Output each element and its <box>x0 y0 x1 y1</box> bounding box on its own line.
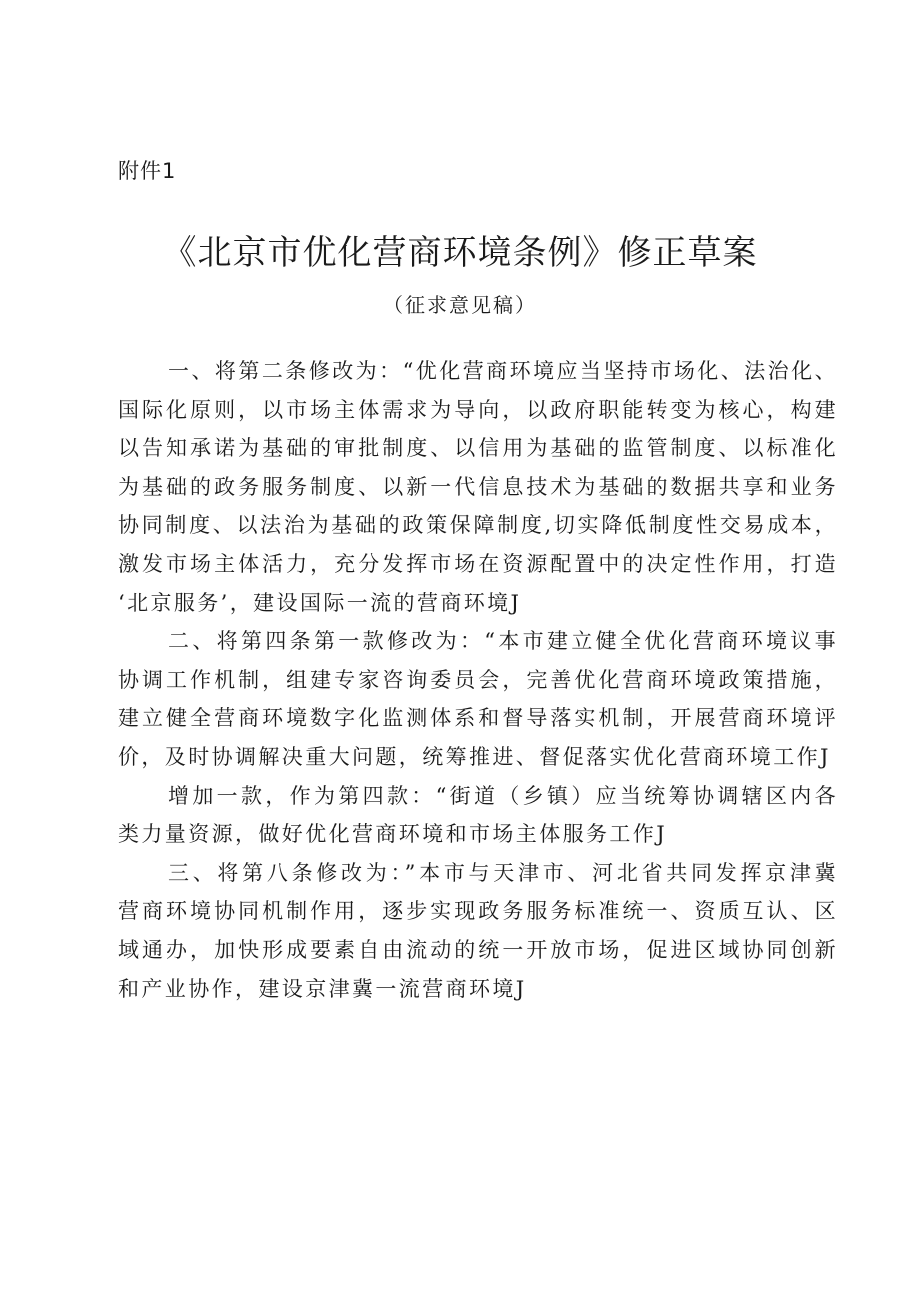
text-line: 营商环境协同机制作用，逐步实现政务服务标准统一、资质互认、区 <box>118 899 838 924</box>
text-line: 和产业协作，建设京津冀一流营商环境J <box>118 976 527 1001</box>
text-line: 二、将第四条第一款修改为：“本市建立健全优化营商环境议事 <box>168 629 838 654</box>
paragraph-article-8 <box>118 854 838 1008</box>
text-line: 国际化原则，以市场主体需求为导向，以政府职能转变为核心，构建 <box>118 397 838 422</box>
document-body <box>118 352 838 1008</box>
attachment-label: 附件1 <box>118 159 177 183</box>
text-line: ‘北京服务’，建设国际一流的营商环境J <box>118 590 522 615</box>
text-line: 价，及时协调解决重大问题，统筹推进、督促落实优化营商环境工作J <box>118 744 831 769</box>
paragraph-article-4-new-clause <box>118 777 838 854</box>
text-line: 协调工作机制，组建专家咨询委员会，完善优化营商环境政策措施， <box>118 667 838 692</box>
text-line: 增加一款，作为第四款：“街道（乡镇）应当统筹协调辖区内各 <box>168 783 838 808</box>
paragraph-article-4 <box>118 622 838 776</box>
document-subtitle: （征求意见稿） <box>383 293 537 317</box>
text-line: 建立健全营商环境数字化监测体系和督导落实机制，开展营商环境评 <box>118 706 838 731</box>
text-line: 域通办，加快形成要素自由流动的统一开放市场，促进区域协同创新 <box>118 937 838 962</box>
text-line: 类力量资源，做好优化营商环境和市场主体服务工作J <box>118 822 668 847</box>
text-line: 协同制度、以法治为基础的政策保障制度,切实降低制度性交易成本， <box>118 513 838 538</box>
text-line: 以告知承诺为基础的审批制度、以信用为基础的监管制度、以标准化 <box>118 436 838 461</box>
document-title: 《北京市优化营商环境条例》修正草案 <box>162 233 758 273</box>
text-line: 为基础的政务服务制度、以新一代信息技术为基础的数据共享和业务 <box>118 474 838 499</box>
text-line: 三、将第八条修改为：”本市与天津市、河北省共同发挥京津冀 <box>168 860 838 885</box>
paragraph-article-2 <box>118 352 838 622</box>
text-line: 一、将第二条修改为：“优化营商环境应当坚持市场化、法治化、 <box>168 359 838 383</box>
text-line: 激发市场主体活力，充分发挥市场在资源配置中的决定性作用，打造 <box>118 551 838 576</box>
